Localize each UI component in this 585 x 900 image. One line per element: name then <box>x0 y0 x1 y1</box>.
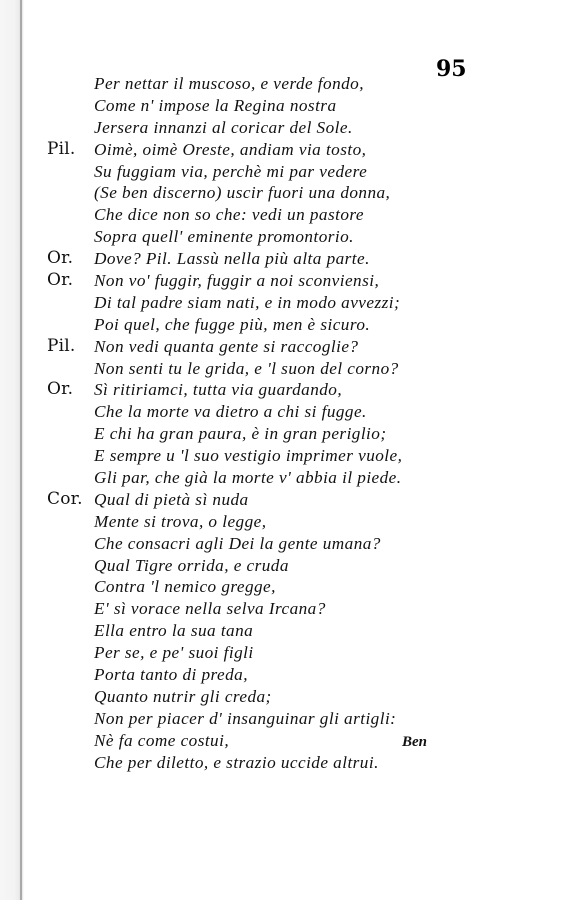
speaker-name: Cor. <box>47 488 83 509</box>
verse-text: Nè fa come costui, <box>94 730 230 750</box>
verse-text: E chi ha gran paura, è in gran periglio; <box>94 424 387 444</box>
verse-text: Non vedi quanta gente si raccoglie? <box>94 336 359 356</box>
verse-line <box>0 314 585 336</box>
verse-text: Per se, e pe' suoi figli <box>94 643 254 663</box>
verse-text: Porta tanto di preda, <box>94 665 248 685</box>
verse-text: Che la morte va dietro a chi si fugge. <box>94 402 367 422</box>
verse-line <box>0 358 585 380</box>
catchword: Ben <box>402 734 428 750</box>
verse-line <box>0 379 585 401</box>
verse-line <box>0 117 585 139</box>
speaker-name: Or. <box>47 248 74 269</box>
verse-text: Non per piacer d' insanguinar gli artigli: <box>94 708 397 728</box>
verse-text: E sempre u 'l suo vestigio imprimer vuole, <box>94 446 403 466</box>
verse-text: Sopra quell' eminente promontorio. <box>94 227 354 247</box>
verse-line <box>0 730 585 752</box>
verse-line <box>0 489 585 511</box>
verse-text: E' sì vorace nella selva Ircana? <box>94 599 326 619</box>
verse-line <box>0 270 585 292</box>
verse-line <box>0 752 585 774</box>
verse-text: Per nettar il muscoso, e verde fondo, <box>94 74 364 93</box>
speaker-name: Or. <box>47 379 74 400</box>
verse-text: (Se ben discerno) uscir fuori una donna, <box>94 183 391 203</box>
verse-line <box>0 686 585 708</box>
verse-text: Non vo' fuggir, fuggir a noi sconviensi, <box>94 271 380 291</box>
verse-text: Su fuggiam via, perchè mi par vedere <box>94 161 368 181</box>
verse-line <box>0 292 585 314</box>
verse-line <box>0 533 585 555</box>
verse-text: Jersera innanzi al coricar del Sole. <box>94 117 353 137</box>
verse-line <box>0 336 585 358</box>
verse-line <box>0 511 585 533</box>
verse-line <box>0 467 585 489</box>
speaker-name: Pil. <box>47 138 76 159</box>
verse-line <box>0 620 585 642</box>
verse-line <box>0 576 585 598</box>
verse-text: Di tal padre siam nati, e in modo avvezzi; <box>94 292 401 312</box>
speaker-name: Or. <box>47 270 74 291</box>
verse-line <box>0 248 585 270</box>
verse-text: Gli par, che già la morte v' abbia il piede. <box>94 468 402 488</box>
verse-text: Ella entro la sua tana <box>94 621 254 641</box>
verse-line <box>0 139 585 161</box>
speaker-name: Pil. <box>47 335 76 356</box>
verse-text: Quanto nutrir gli creda; <box>94 686 272 706</box>
verse-line <box>0 555 585 577</box>
verse-line <box>0 445 585 467</box>
verse-line <box>0 423 585 445</box>
verse-text: Qual Tigre orrida, e cruda <box>94 555 289 575</box>
verse-text: Qual di pietà sì nuda <box>94 489 249 509</box>
verse-line <box>0 664 585 686</box>
verse-line <box>0 73 585 95</box>
verse-line <box>0 598 585 620</box>
verse-text-block <box>0 73 585 774</box>
verse-text: Poi quel, che fugge più, men è sicuro. <box>94 314 371 334</box>
verse-line <box>0 226 585 248</box>
verse-line <box>0 95 585 117</box>
verse-line <box>0 708 585 730</box>
verse-line <box>0 642 585 664</box>
verse-text: Che dice non so che: vedi un pastore <box>94 205 364 225</box>
verse-text: Sì ritiriamci, tutta via guardando, <box>94 380 343 400</box>
verse-text: Mente si trova, o legge, <box>94 511 267 531</box>
page-number: 95 <box>436 56 467 82</box>
verse-line <box>0 204 585 226</box>
verse-text: Contra 'l nemico gregge, <box>94 577 276 597</box>
verse-text: Che consacri agli Dei la gente umana? <box>94 533 381 553</box>
verse-line <box>0 182 585 204</box>
verse-line <box>0 401 585 423</box>
verse-text: Che per diletto, e strazio uccide altrui. <box>94 752 379 772</box>
verse-line <box>0 161 585 183</box>
verse-text: Oimè, oimè Oreste, andiam via tosto, <box>94 139 367 159</box>
verse-text: Dove? Pil. Lassù nella più alta parte. <box>94 249 370 269</box>
verse-text: Come n' impose la Regina nostra <box>94 95 337 115</box>
verse-text: Non senti tu le grida, e 'l suon del corno? <box>94 358 399 378</box>
